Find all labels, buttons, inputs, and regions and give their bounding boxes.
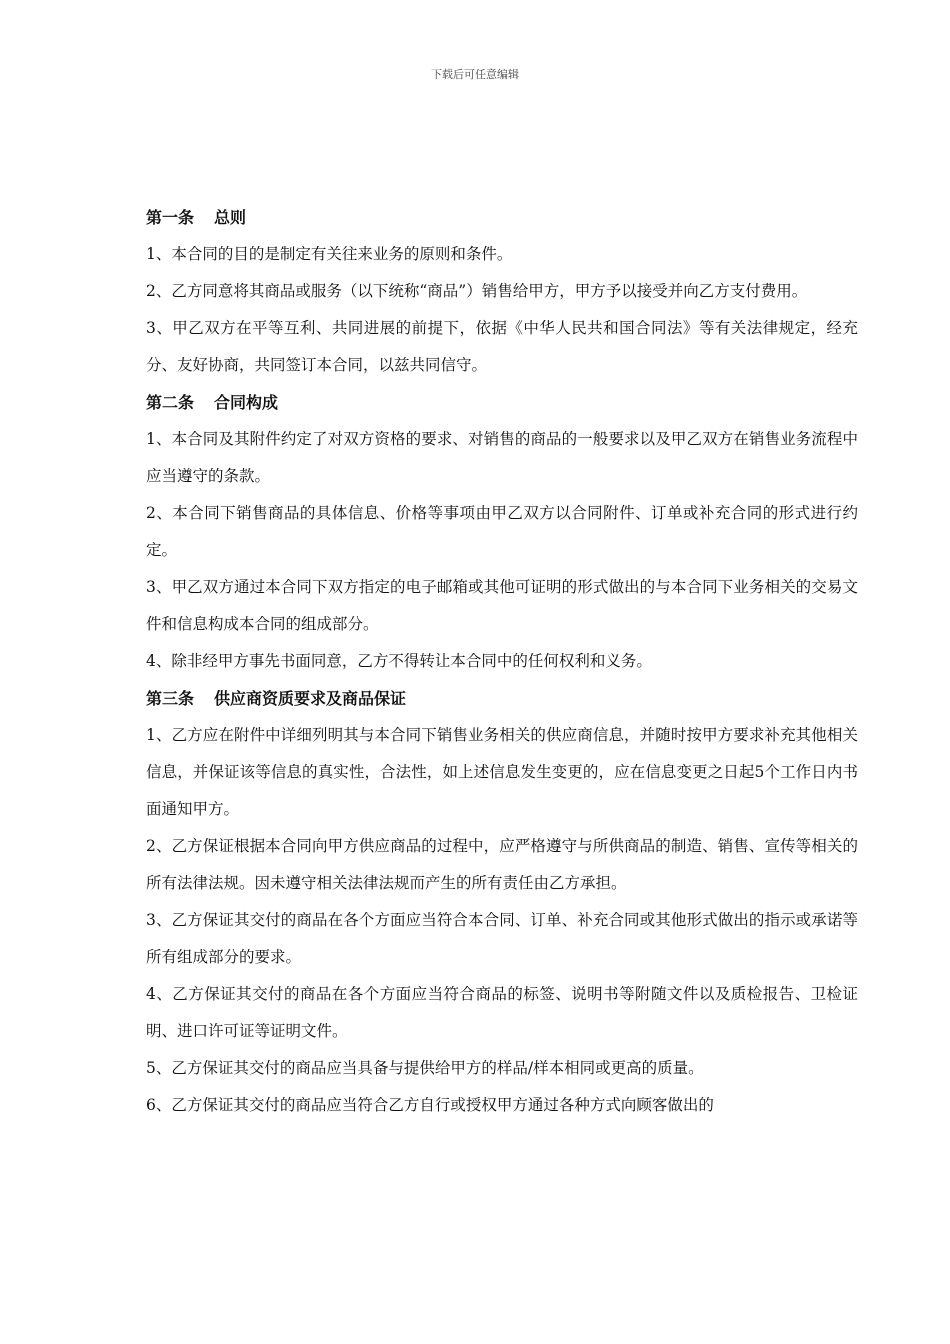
clause-2-1: 1、本合同及其附件约定了对双方资格的要求、对销售的商品的一般要求以及甲乙双方在销售业务流程中应当遵守的条款。 [146,430,858,485]
clause-1-3: 3、甲乙双方在平等互利、共同进展的前提下，依据《中华人民共和国合同法》等有关法律规定，经充分、友好协商，共同签订本合同，以兹共同信守。 [146,319,858,374]
page-header: 下载后可任意编辑 [431,68,519,81]
section-title: 总则 [214,208,247,227]
section-number: 第一条 [146,208,195,227]
clause-2-2: 2、本合同下销售商品的具体信息、价格等事项由甲乙双方以合同附件、订单或补充合同的形式进行约定。 [146,504,858,559]
section-number: 第三条 [146,689,195,708]
contract-body [146,199,858,1124]
clause-3-4: 4、乙方保证其交付的商品在各个方面应当符合商品的标签、说明书等附随文件以及质检报告、卫检证明、进口许可证等证明文件。 [146,985,858,1040]
clause-2-4: 4、除非经甲方事先书面同意，乙方不得转让本合同中的任何权利和义务。 [146,652,652,670]
section-1-heading [146,199,858,236]
section-title: 供应商资质要求及商品保证 [214,689,407,708]
clause-1-2: 2、乙方同意将其商品或服务（以下统称“商品”）销售给甲方，甲方予以接受并向乙方支付费用。 [146,282,808,300]
section-3-heading [146,680,858,717]
section-2-heading [146,384,858,421]
clause-2-3: 3、甲乙双方通过本合同下双方指定的电子邮箱或其他可证明的形式做出的与本合同下业务相关的交易文件和信息构成本合同的组成部分。 [146,578,858,633]
clause-3-6: 6、乙方保证其交付的商品应当符合乙方自行或授权甲方通过各种方式向顾客做出的 [146,1096,714,1114]
section-number: 第二条 [146,393,195,412]
clause-3-5: 5、乙方保证其交付的商品应当具备与提供给甲方的样品/样本相同或更高的质量。 [146,1059,704,1077]
clause-3-3: 3、乙方保证其交付的商品在各个方面应当符合本合同、订单、补充合同或其他形式做出的指示或承诺等所有组成部分的要求。 [146,911,858,966]
section-title: 合同构成 [214,393,279,412]
clause-3-2: 2、乙方保证根据本合同向甲方供应商品的过程中，应严格遵守与所供商品的制造、销售、宣传等相关的所有法律法规。因未遵守相关法律法规而产生的所有责任由乙方承担。 [146,837,858,892]
clause-1-1: 1、本合同的目的是制定有关往来业务的原则和条件。 [146,245,513,263]
clause-3-1: 1、乙方应在附件中详细列明其与本合同下销售业务相关的供应商信息，并随时按甲方要求补充其他相关信息，并保证该等信息的真实性，合法性，如上述信息发生变更的，应在信息变更之日起5个工作日内书面通知甲方。 [146,726,858,818]
